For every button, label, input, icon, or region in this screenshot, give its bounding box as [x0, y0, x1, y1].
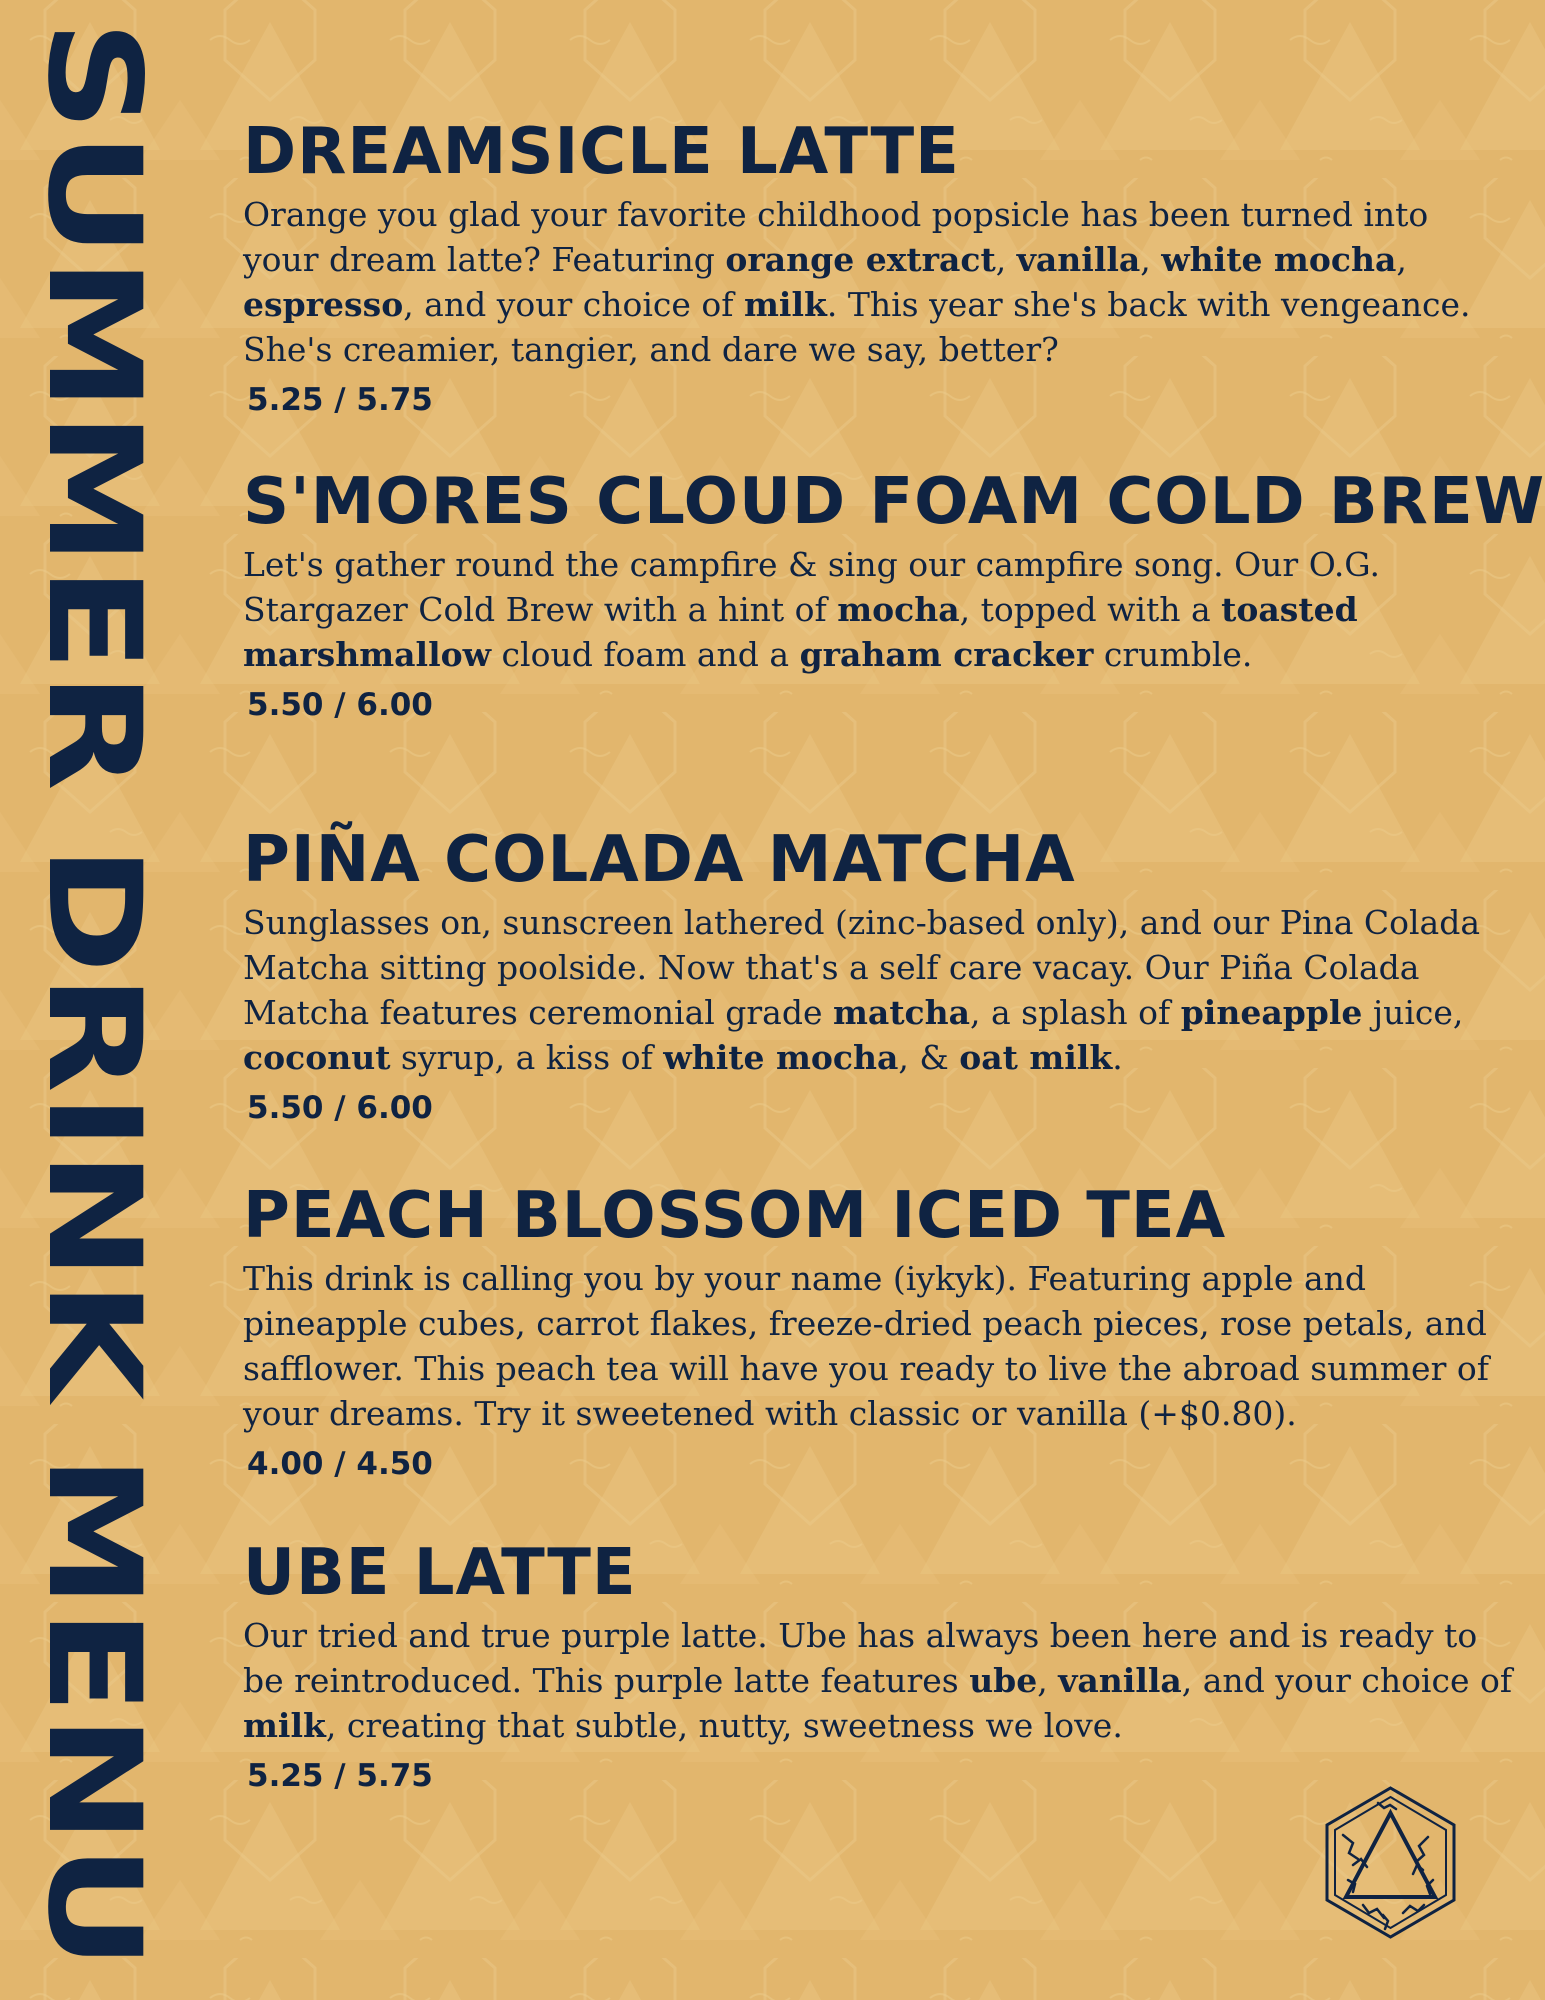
description-text: , a splash of: [970, 993, 1181, 1032]
description-text: crumble.: [1093, 635, 1253, 674]
description-text: ,: [995, 240, 1017, 279]
description-text: Our tried and true purple latte. Ube has always been here and is ready to be reintroduced. This purple latte features: [243, 1616, 1478, 1700]
description-text: ,: [1396, 240, 1407, 279]
drink-price: 5.25 / 5.75: [247, 382, 433, 418]
drink-item-pina-colada-matcha: [243, 823, 1513, 1184]
drink-title: PIÑA COLADA MATCHA: [243, 823, 1076, 897]
description-text: juice,: [1362, 993, 1464, 1032]
drink-item-smores-cold-brew: [243, 465, 1545, 828]
drink-item-peach-blossom-iced-tea: [243, 1179, 1513, 1541]
description-text: .: [1112, 1038, 1123, 1077]
highlighted-ingredient: vanilla: [1058, 1661, 1182, 1700]
drink-title: PEACH BLOSSOM ICED TEA: [243, 1179, 1227, 1253]
drink-description: [243, 542, 1513, 677]
drink-item-ube-latte: [243, 1536, 1513, 1794]
description-text: , creating that subtle, nutty, sweetness we love.: [325, 1706, 1123, 1745]
description-text: cloud foam and a: [491, 635, 800, 674]
description-text: ,: [1140, 240, 1162, 279]
drink-description: [243, 1256, 1513, 1436]
description-text: , &: [898, 1038, 960, 1077]
description-text: . This year she's back with vengeance. She's creamier, tangier, and dare we say, better?: [243, 285, 1471, 369]
hexagon-triangle-logo-icon: [1323, 1785, 1458, 1940]
drink-price: 4.00 / 4.50: [247, 1446, 433, 1482]
drink-item-dreamsicle-latte: [243, 115, 1513, 470]
highlighted-ingredient: milk: [243, 1706, 326, 1745]
drink-title: S'MORES CLOUD FOAM COLD BREW: [243, 465, 1545, 539]
highlighted-ingredient: coconut: [243, 1038, 391, 1077]
highlighted-ingredient: toasted marshmallow: [243, 590, 1358, 674]
highlighted-ingredient: mocha: [837, 590, 960, 629]
highlighted-ingredient: white mocha: [663, 1038, 899, 1077]
highlighted-ingredient: orange extract: [725, 240, 996, 279]
drink-price: 5.25 / 5.75: [247, 1758, 433, 1794]
description-text: , and your choice of: [1181, 1661, 1513, 1700]
highlighted-ingredient: espresso: [243, 285, 404, 324]
highlighted-ingredient: pineapple: [1180, 993, 1363, 1032]
description-text: , and your choice of: [403, 285, 744, 324]
vertical-title: [19, 0, 168, 2000]
highlighted-ingredient: graham cracker: [799, 635, 1094, 674]
drink-title: UBE LATTE: [243, 1536, 637, 1610]
highlighted-ingredient: ube: [969, 1661, 1038, 1700]
drink-price: 5.50 / 6.00: [247, 1090, 433, 1126]
highlighted-ingredient: white mocha: [1161, 240, 1397, 279]
highlighted-ingredient: oat milk: [959, 1038, 1113, 1077]
vertical-title-text: SUMMER DRINK MENU: [19, 20, 168, 1631]
drink-price: 5.50 / 6.00: [247, 687, 433, 723]
drink-title: DREAMSICLE LATTE: [243, 115, 960, 189]
drink-description: [243, 1613, 1513, 1748]
highlighted-ingredient: vanilla: [1016, 240, 1141, 279]
description-text: ,: [1037, 1661, 1059, 1700]
drink-description: [243, 900, 1513, 1080]
description-text: Let's gather round the campfire & sing our campfire song. Our O.G. Stargazer Cold Brew with a hint of: [243, 545, 1380, 629]
highlighted-ingredient: matcha: [833, 993, 971, 1032]
drink-description: [243, 192, 1513, 372]
description-text: Orange you glad your favorite childhood popsicle has been turned into your dream latte? Featuring: [243, 195, 1429, 279]
description-text: , topped with a: [959, 590, 1222, 629]
description-text: Sunglasses on, sunscreen lathered (zinc-based only), and our Pina Colada Matcha sitting poolside. Now that's a self care vacay. Our Piña Colada Matcha features ceremonial grade: [243, 903, 1481, 1032]
description-text: This drink is calling you by your name (iykyk). Featuring apple and pineapple cubes, carrot flakes, freeze-dried peach pieces, rose petals, and safflower. This peach tea will have you ready to live the abroad summer of your dreams. Try it sweetened with classic or vanilla (+$0.80).: [243, 1259, 1489, 1433]
drink-menu: [243, 115, 1545, 1794]
description-text: syrup, a kiss of: [390, 1038, 664, 1077]
highlighted-ingredient: milk: [743, 285, 827, 324]
